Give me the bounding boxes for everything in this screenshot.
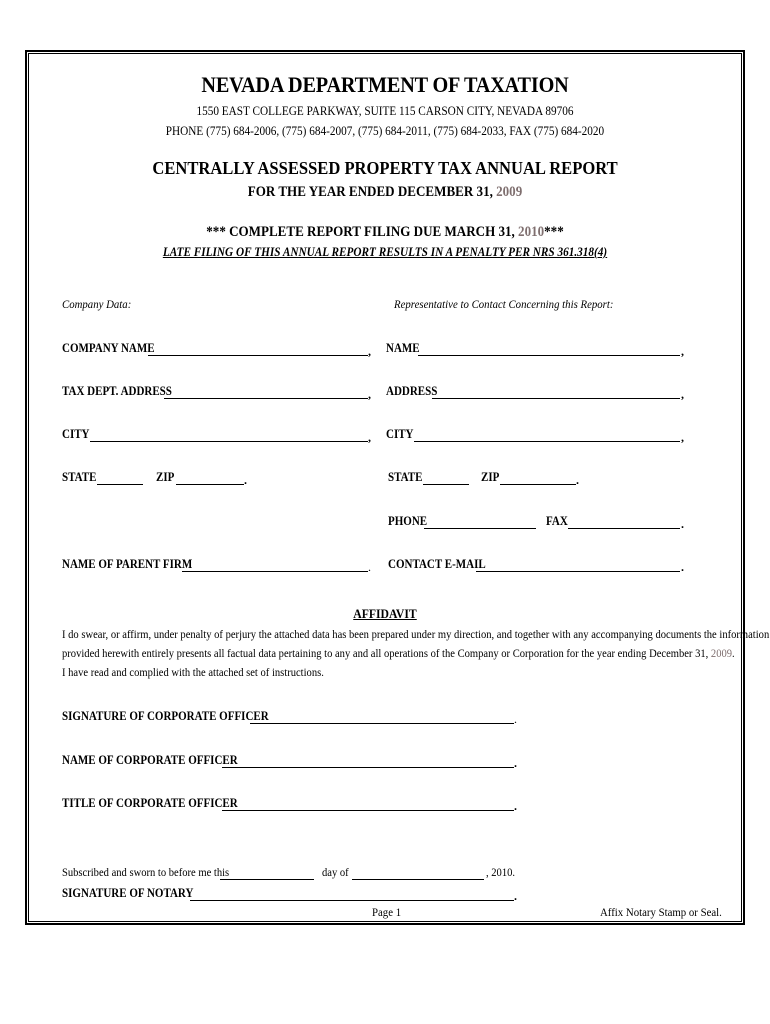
report-title: CENTRALLY ASSESSED PROPERTY TAX ANNUAL REPORT [152, 158, 618, 178]
affidavit-line-3: I have read and complied with the attached set of instructions. [62, 665, 324, 679]
company-zip-field[interactable] [176, 484, 244, 485]
corporate-officer-signature-label: SIGNATURE OF CORPORATE OFFICER [62, 709, 269, 723]
notary-signature-period: . [514, 889, 517, 903]
signature-period: . [514, 712, 517, 726]
affidavit-line-2-end: . [732, 646, 735, 660]
notary-signature-label: SIGNATURE OF NOTARY [62, 886, 194, 900]
rep-zip-period: . [576, 473, 579, 487]
rep-address-field[interactable] [432, 398, 680, 399]
notary-year-text: , 2010. [486, 865, 516, 879]
report-year: 2009 [496, 184, 523, 200]
corporate-officer-signature-field[interactable] [250, 723, 514, 724]
company-state-field[interactable] [97, 484, 143, 485]
rep-phone-label: PHONE [388, 514, 428, 528]
rep-city-comma: , [681, 430, 684, 444]
report-year-line [39, 184, 732, 201]
parent-firm-label: NAME OF PARENT FIRM [62, 557, 193, 571]
corporate-officer-title-label: TITLE OF CORPORATE OFFICER [62, 796, 238, 810]
rep-name-field[interactable] [418, 355, 680, 356]
corporate-officer-name-field[interactable] [222, 767, 514, 768]
rep-address-label: ADDRESS [386, 384, 438, 398]
company-zip-label: ZIP [156, 470, 175, 484]
company-city-comma: , [368, 430, 371, 444]
rep-zip-label: ZIP [481, 470, 500, 484]
company-data-label: Company Data: [62, 297, 132, 311]
notary-day-field[interactable] [220, 879, 314, 880]
rep-fax-label: FAX [546, 514, 568, 528]
company-name-comma: , [368, 344, 371, 358]
department-address: 1550 EAST COLLEGE PARKWAY, SUITE 115 CARSON CITY, NEVADA 89706 [196, 104, 574, 118]
late-filing-notice: LATE FILING OF THIS ANNUAL REPORT RESULTS IN A PENALTY PER NRS 361.318(4) [162, 245, 608, 259]
rep-fax-period: . [681, 517, 684, 531]
rep-zip-field[interactable] [500, 484, 576, 485]
rep-address-comma: , [681, 387, 684, 401]
rep-city-label: CITY [386, 427, 414, 441]
notary-signature-field[interactable] [190, 900, 514, 901]
affix-notary-note: Affix Notary Stamp or Seal. [600, 905, 722, 919]
affidavit-line-2 [62, 646, 735, 661]
parent-firm-field[interactable] [182, 571, 368, 572]
officer-title-period: . [514, 799, 517, 813]
subscribed-sworn-text: Subscribed and sworn to before me this [62, 865, 230, 879]
officer-name-period: . [514, 756, 517, 770]
rep-phone-field[interactable] [424, 528, 536, 529]
due-suffix: *** [544, 224, 564, 240]
company-name-field[interactable] [148, 355, 368, 356]
contact-email-field[interactable] [476, 571, 680, 572]
affidavit-year: 2009 [710, 646, 733, 660]
due-date-line [39, 224, 732, 241]
company-city-label: CITY [62, 427, 90, 441]
tax-dept-address-comma: , [368, 387, 371, 401]
due-year: 2010 [518, 224, 545, 240]
company-zip-period: . [244, 473, 247, 487]
rep-fax-field[interactable] [568, 528, 680, 529]
rep-name-comma: , [681, 344, 684, 358]
parent-firm-period: . [368, 560, 371, 574]
contact-email-label: CONTACT E-MAIL [388, 557, 486, 571]
company-name-label: COMPANY NAME [62, 341, 155, 355]
tax-dept-address-field[interactable] [164, 398, 368, 399]
department-phones: PHONE (775) 684-2006, (775) 684-2007, (775) 684-2011, (775) 684-2033, FAX (775) 684-2020 [165, 124, 605, 138]
rep-name-label: NAME [386, 341, 420, 355]
contact-email-period: . [681, 560, 684, 574]
company-city-field[interactable] [90, 441, 368, 442]
report-year-prefix: FOR THE YEAR ENDED DECEMBER 31, [247, 184, 497, 200]
rep-state-label: STATE [388, 470, 423, 484]
rep-state-field[interactable] [423, 484, 469, 485]
company-state-label: STATE [62, 470, 97, 484]
day-of-text: day of [322, 865, 349, 879]
rep-city-field[interactable] [414, 441, 680, 442]
affidavit-heading: AFFIDAVIT [353, 606, 417, 621]
representative-label: Representative to Contact Concerning this Report: [394, 297, 614, 311]
affidavit-line-2-text: provided herewith entirely presents all factual data pertaining to any and all operations of the Company or Corporation for the year ending December 31, [62, 646, 711, 660]
tax-dept-address-label: TAX DEPT. ADDRESS [62, 384, 172, 398]
corporate-officer-title-field[interactable] [222, 810, 514, 811]
due-prefix: *** COMPLETE REPORT FILING DUE MARCH 31, [206, 224, 519, 240]
affidavit-line-1: I do swear, or affirm, under penalty of perjury the attached data has been prepared under my direction, and together with any accompanying documents the information [62, 627, 770, 641]
corporate-officer-name-label: NAME OF CORPORATE OFFICER [62, 753, 238, 767]
department-title: NEVADA DEPARTMENT OF TAXATION [201, 72, 569, 97]
notary-month-field[interactable] [352, 879, 484, 880]
page-number: Page 1 [372, 905, 402, 919]
